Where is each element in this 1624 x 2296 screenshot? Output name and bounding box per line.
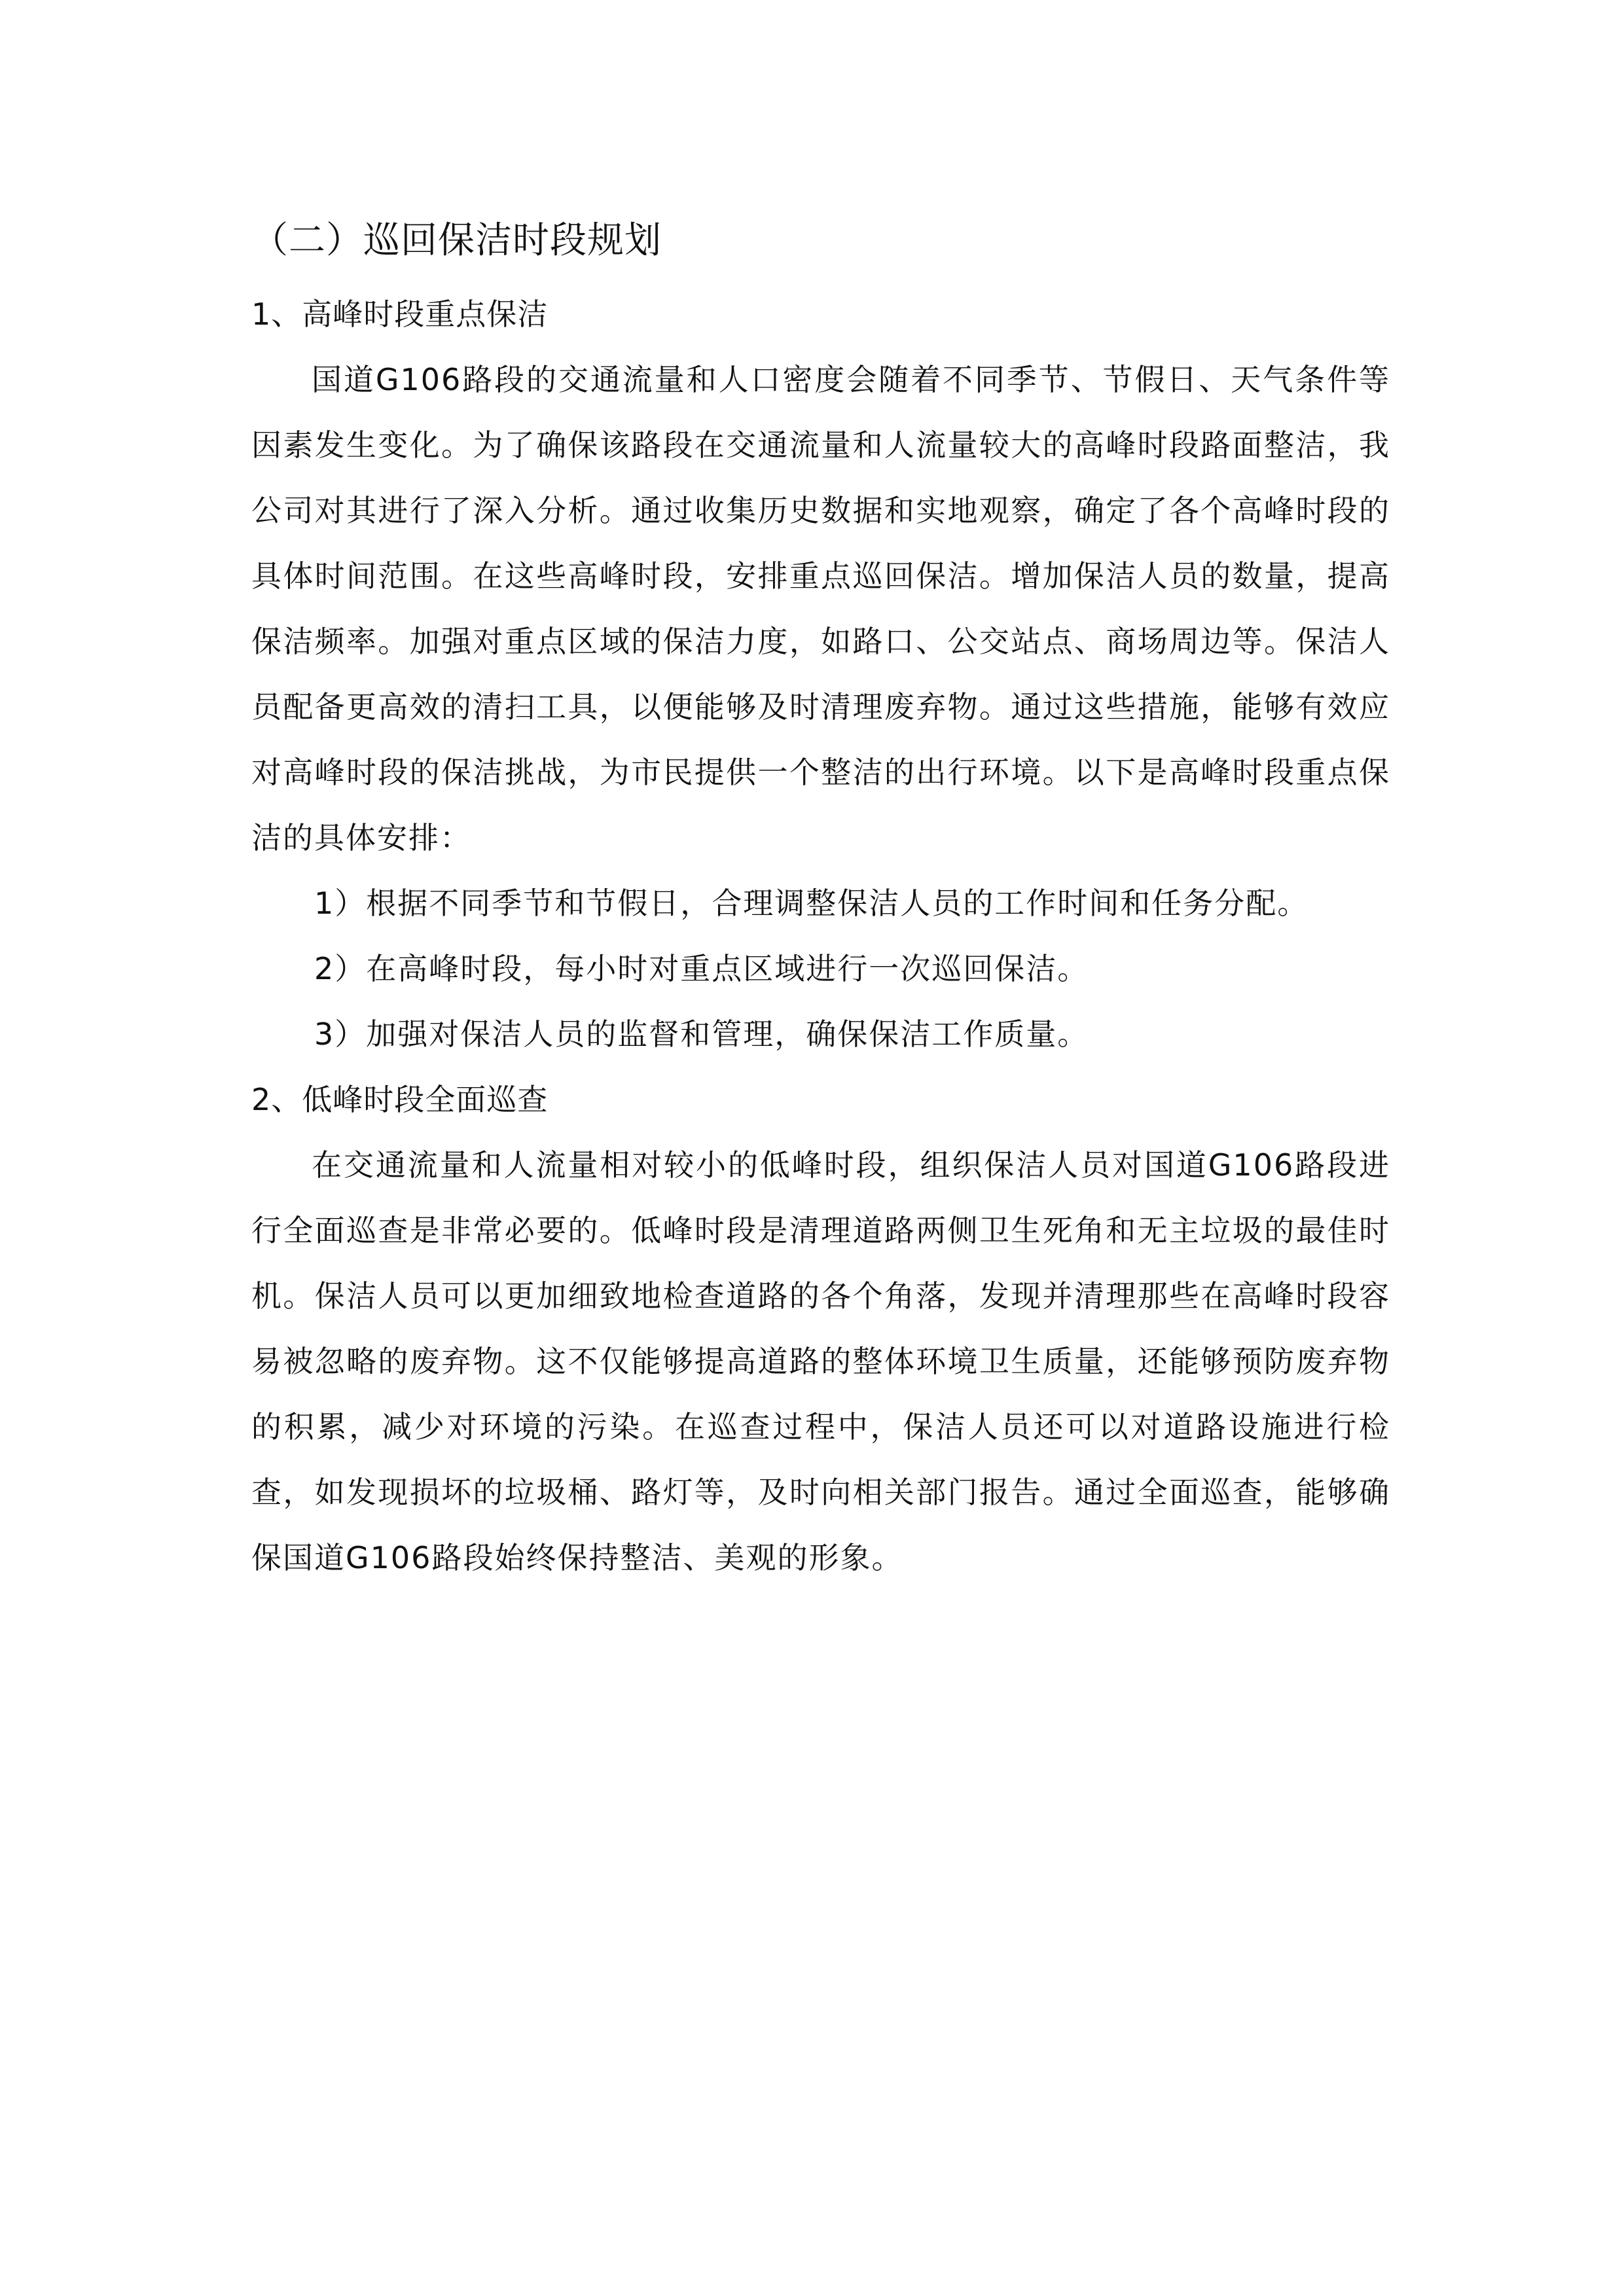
document-body <box>251 208 1390 1590</box>
paragraph-peak-cleaning: 国道G106路段的交通流量和人口密度会随着不同季节、节假日、天气条件等因素发生变化。为了确保该路段在交通流量和人流量较大的高峰时段路面整洁，我公司对其进行了深入分析。通过收集历史数据和实地观察，确定了各个高峰时段的具体时间范围。在这些高峰时段，安排重点巡回保洁。增加保洁人员的数量，提高保洁频率。加强对重点区域的保洁力度，如路口、公交站点、商场周边等。保洁人员配备更高效的清扫工具，以便能够及时清理废弃物。通过这些措施，能够有效应对高峰时段的保洁挑战，为市民提供一个整洁的出行环境。以下是高峰时段重点保洁的具体安排： <box>251 362 1390 855</box>
paragraph-offpeak-inspection: 在交通流量和人流量相对较小的低峰时段，组织保洁人员对国道G106路段进行全面巡查是非常必要的。低峰时段是清理道路两侧卫生死角和无主垃圾的最佳时机。保洁人员可以更加细致地检查道路的各个角落，发现并清理那些在高峰时段容易被忽略的废弃物。这不仅能够提高道路的整体环境卫生质量，还能够预防废弃物的积累，减少对环境的污染。在巡查过程中，保洁人员还可以对道路设施进行检查，如发现损坏的垃圾桶、路灯等，及时向相关部门报告。通过全面巡查，能够确保国道G106路段始终保持整洁、美观的形象。 <box>251 1147 1390 1575</box>
list-item: 2）在高峰时段，每小时对重点区域进行一次巡回保洁。 <box>314 951 1089 986</box>
subsection-heading-peak: 1、高峰时段重点保洁 <box>251 296 549 332</box>
subsection-heading-offpeak: 2、低峰时段全面巡查 <box>251 1082 549 1117</box>
section-title: （二）巡回保洁时段规划 <box>251 219 662 262</box>
list-item: 3）加强对保洁人员的监督和管理，确保保洁工作质量。 <box>314 1016 1089 1052</box>
list-item: 1）根据不同季节和节假日，合理调整保洁人员的工作时间和任务分配。 <box>314 886 1309 921</box>
